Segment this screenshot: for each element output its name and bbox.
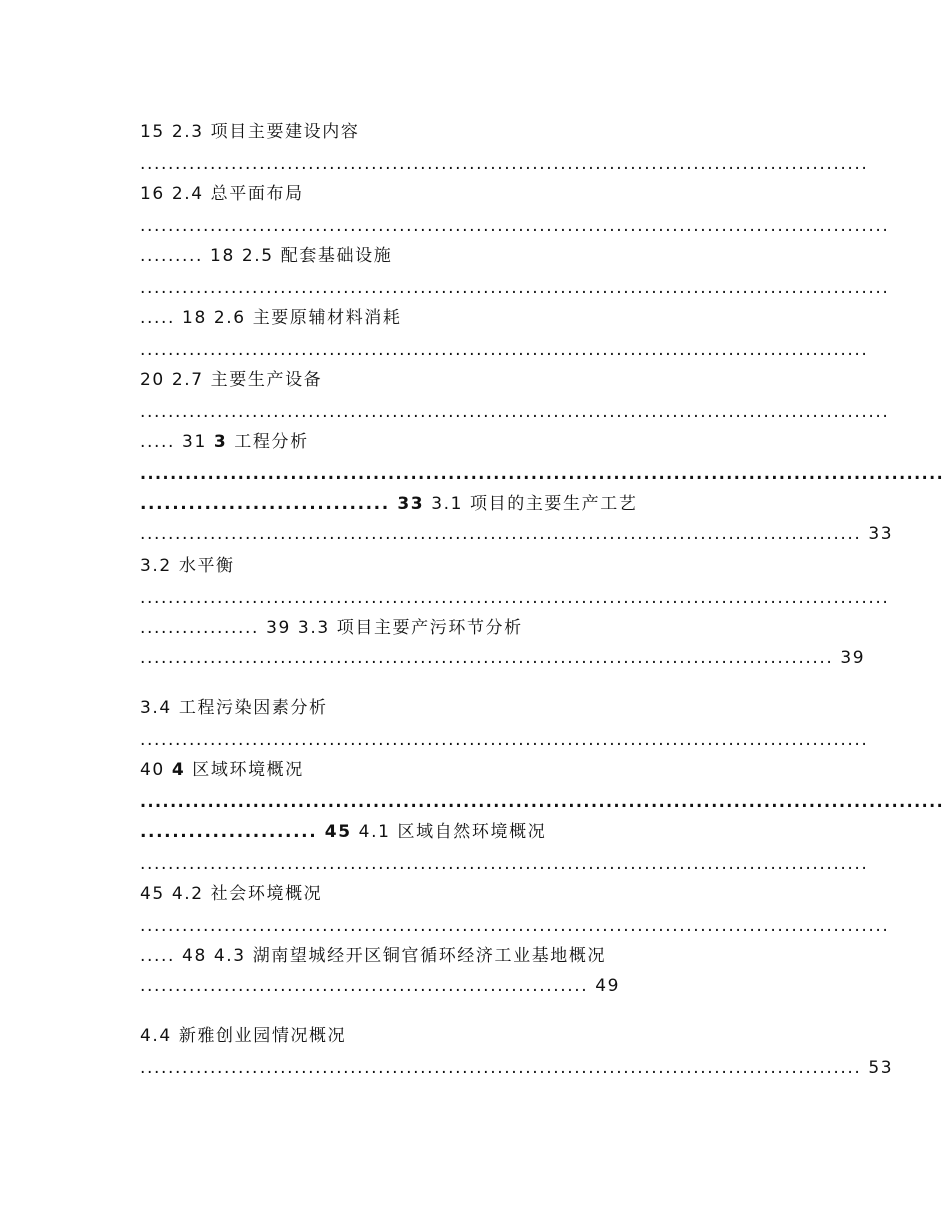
toc-line — [140, 523, 893, 545]
toc-segment: ..... 31 — [140, 432, 214, 452]
toc-segment: ....................................................................................................... 53 — [140, 1058, 894, 1078]
toc-segment: ........................................................................................................... — [140, 402, 890, 422]
toc-bold-segment: 4 — [171, 760, 186, 780]
toc-line — [140, 915, 889, 937]
toc-segment: 3.1 项目的主要生产工艺 — [424, 494, 638, 514]
toc-segment: 40 — [140, 760, 172, 780]
toc-line — [140, 883, 322, 905]
toc-line — [140, 729, 868, 751]
toc-line — [140, 945, 606, 967]
toc-segment: 3.4 工程污染因素分析 — [140, 698, 328, 718]
toc-segment: ........................................................................................................ — [140, 730, 869, 750]
toc-segment: ................................................................ 49 — [140, 976, 621, 996]
toc-segment: 4.4 新雅创业园情况概况 — [140, 1026, 347, 1046]
toc-line — [140, 277, 889, 299]
toc-line — [140, 617, 523, 639]
toc-line — [140, 821, 546, 843]
toc-line — [140, 853, 868, 875]
toc-bold-segment: 3 — [213, 432, 228, 452]
toc-line — [140, 369, 322, 391]
toc-line — [140, 1025, 346, 1047]
toc-segment: ..... 18 2.6 主要原辅材料消耗 — [140, 308, 402, 328]
toc-segment: ........................................................................................................ — [140, 154, 869, 174]
toc-segment: ........................................................................................................... — [140, 216, 890, 236]
toc-segment: 16 2.4 总平面布局 — [140, 184, 304, 204]
toc-segment: 工程分析 — [227, 432, 309, 452]
toc-line — [140, 153, 868, 175]
toc-segment: ................................................................................................... 39 — [140, 648, 866, 668]
toc-segment: 4.1 区域自然环境概况 — [351, 822, 547, 842]
toc-segment: 3.2 水平衡 — [140, 556, 235, 576]
toc-line — [140, 431, 309, 453]
toc-bold-segment: ............................... 33 — [140, 494, 425, 514]
toc-segment: ................. 39 3.3 项目主要产污环节分析 — [140, 618, 523, 638]
toc-segment: ......... 18 2.5 配套基础设施 — [140, 246, 393, 266]
toc-segment: ........................................................................................................ — [140, 854, 869, 874]
toc-line — [140, 697, 328, 719]
toc-segment: 20 2.7 主要生产设备 — [140, 370, 323, 390]
toc-line — [140, 245, 392, 267]
toc-bold-segment: ........................................................................................................... — [140, 792, 945, 812]
toc-line — [140, 647, 865, 669]
toc-line — [140, 401, 889, 423]
toc-segment: ........................................................................................................ — [140, 340, 869, 360]
toc-line — [140, 1057, 893, 1079]
toc-segment: ........................................................................................................... — [140, 278, 890, 298]
toc-segment: ........................................................................................................... — [140, 916, 890, 936]
toc-line — [140, 183, 304, 205]
toc-line — [140, 339, 868, 361]
toc-segment: 45 4.2 社会环境概况 — [140, 884, 323, 904]
toc-line — [140, 463, 944, 485]
toc-bold-segment: ...................... 45 — [140, 822, 352, 842]
toc-line — [140, 121, 359, 143]
toc-line — [140, 555, 235, 577]
toc-line — [140, 307, 402, 329]
toc-line — [140, 975, 620, 997]
toc-line — [140, 791, 944, 813]
toc-line — [140, 587, 889, 609]
toc-segment: 区域环境概况 — [185, 760, 304, 780]
toc-segment: ....................................................................................................... 33 — [140, 524, 894, 544]
toc-segment: ........................................................................................................... — [140, 588, 890, 608]
toc-segment: ..... 48 4.3 湖南望城经开区铜官循环经济工业基地概况 — [140, 946, 607, 966]
toc-line — [140, 493, 637, 515]
toc-bold-segment: ........................................................................................................... — [140, 464, 945, 484]
toc-line — [140, 759, 304, 781]
toc-line — [140, 215, 889, 237]
toc-segment: 15 2.3 项目主要建设内容 — [140, 122, 360, 142]
